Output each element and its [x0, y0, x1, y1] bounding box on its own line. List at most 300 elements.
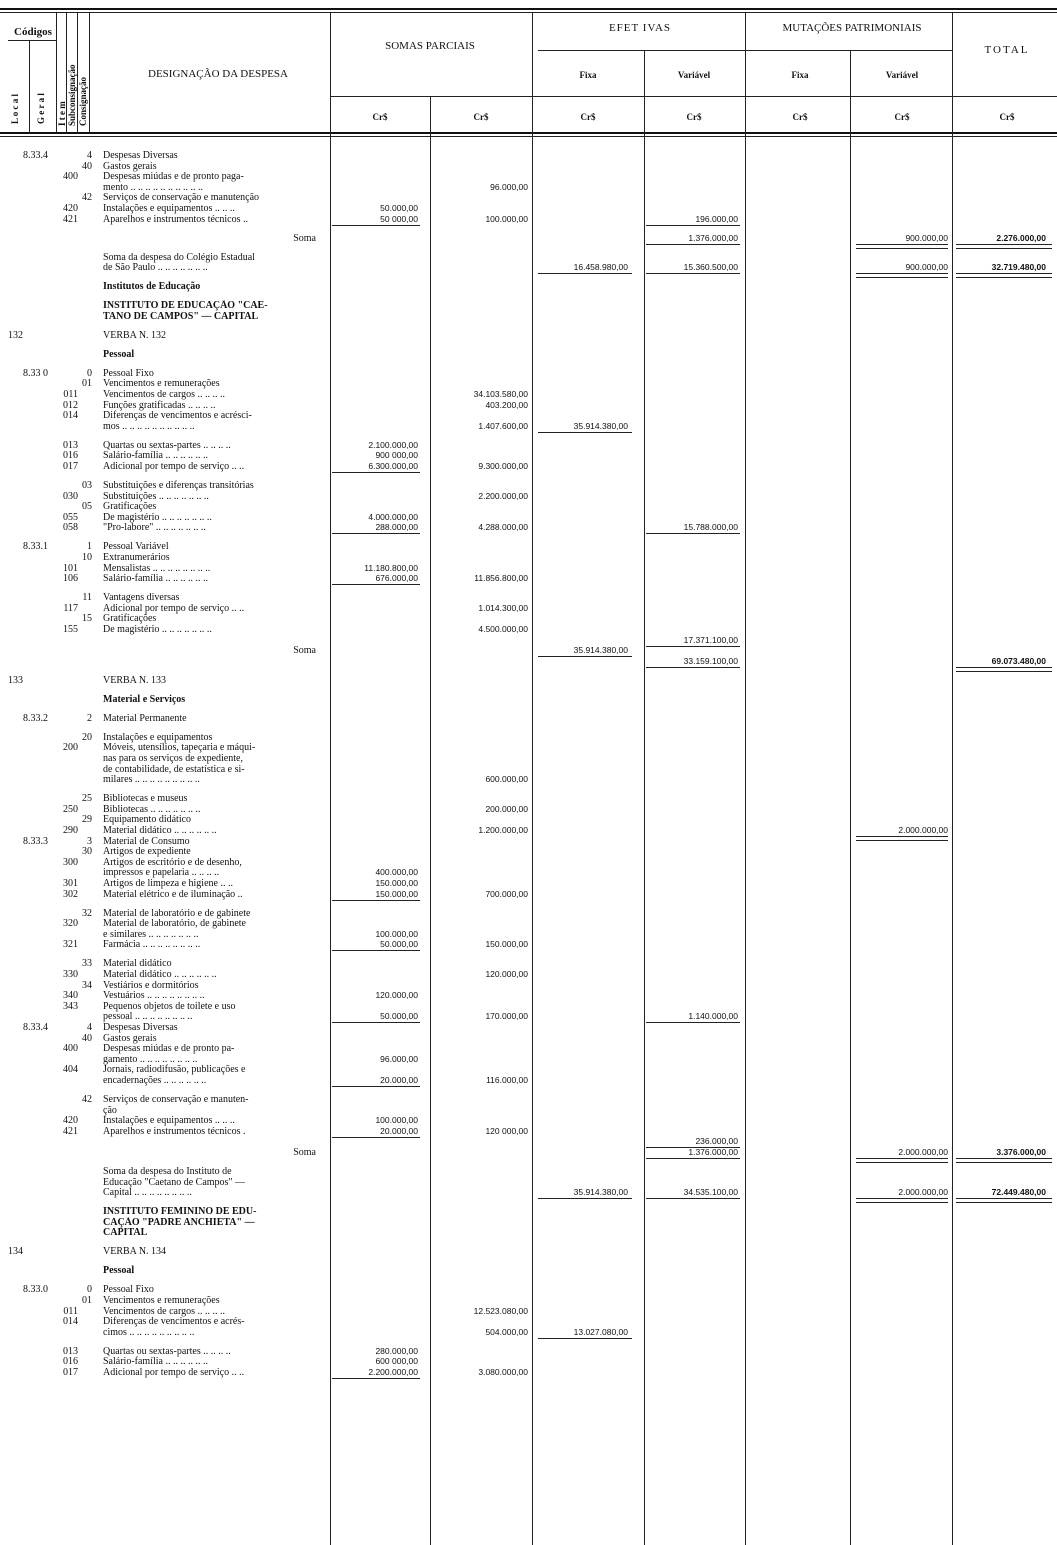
consignacao-code: 40: [82, 1032, 92, 1044]
table-row: [0, 603, 1057, 614]
table-row: [0, 1136, 1057, 1147]
total-rule: [646, 667, 740, 668]
description: nas para os serviços de expediente,: [103, 753, 243, 764]
soma-label: Soma: [293, 645, 316, 657]
description: Gratificações: [103, 613, 157, 625]
table-row: [0, 753, 1057, 764]
amount-s1: 50 000,00: [380, 213, 418, 224]
table-row: [0, 349, 1057, 360]
total-rule: [646, 1158, 740, 1159]
table-row: [0, 774, 1057, 785]
total-rule: [538, 432, 632, 433]
table-row: [0, 252, 1057, 263]
subtotal-rule: [332, 900, 420, 901]
table-row: [0, 389, 1057, 400]
table-row: [0, 541, 1057, 552]
header-bottom-rule-thin: [0, 136, 1057, 137]
table-row: [0, 1327, 1057, 1338]
description: Bibliotecas e museus: [103, 793, 188, 805]
table-row: [0, 378, 1057, 389]
table-row: [0, 330, 1057, 341]
table-row: [0, 624, 1057, 635]
header-currency-2: Cr$: [473, 112, 489, 122]
consignacao-code: 2: [87, 712, 92, 724]
description: Vencimentos e remunerações: [103, 1295, 220, 1306]
subconsignacao-code: 106: [63, 573, 78, 585]
header-currency-3: Cr$: [580, 112, 596, 122]
description: Mensalistas .. .. .. .. .. .. .. ..: [103, 562, 211, 574]
table-row: [0, 501, 1057, 512]
table-row: [0, 1265, 1057, 1276]
amount-s2: 9.300.000,00: [478, 461, 528, 471]
amount-s1: 50.000,00: [380, 203, 418, 213]
table-row: [0, 793, 1057, 804]
subconsignacao-code: 320: [63, 918, 78, 930]
consignacao-code: 20: [82, 731, 92, 743]
subconsignacao-code: 301: [63, 878, 78, 889]
description: Quartas ou sextas-partes .. .. .. ..: [103, 1345, 231, 1357]
table-row: [0, 675, 1057, 686]
subconsignacao-code: 404: [63, 1064, 78, 1076]
description: Substituições .. .. .. .. .. .. ..: [103, 490, 209, 502]
description: Material didático .. .. .. .. .. ..: [103, 825, 217, 836]
table-row: [0, 878, 1057, 889]
subconsignacao-code: 300: [63, 856, 78, 868]
table-row: [0, 522, 1057, 533]
header-variavel-efetivas: Variável: [677, 70, 711, 80]
subconsignacao-code: 400: [63, 171, 78, 183]
table-row: [0, 1206, 1057, 1217]
description: Material de laboratório, de gabinete: [103, 918, 246, 930]
header-efetivas: EFET IVAS: [608, 22, 672, 34]
description: Vantagens diversas: [103, 592, 180, 604]
local-code: 8.33.2: [23, 712, 48, 724]
subconsignacao-code: 014: [63, 410, 78, 422]
total-rule: [956, 667, 1052, 672]
amount-s1: 50.000,00: [380, 1011, 418, 1022]
consignacao-code: 01: [82, 1295, 92, 1306]
consignacao-code: 15: [82, 613, 92, 625]
vrule-sub: [77, 12, 78, 132]
table-row: [0, 1227, 1057, 1238]
subconsignacao-code: 330: [63, 969, 78, 980]
amount-s2: 120.000,00: [485, 969, 528, 979]
total-rule: [646, 273, 740, 274]
description: Salário-família .. .. .. .. .. ..: [103, 1356, 208, 1368]
subconsignacao-code: 055: [63, 511, 78, 523]
subconsignacao-code: 014: [63, 1316, 78, 1328]
consignacao-code: 10: [82, 552, 92, 563]
amount-s1: 280.000,00: [375, 1345, 418, 1356]
amount-s1: 96.000,00: [380, 1053, 418, 1064]
description: Quartas ou sextas-partes .. .. .. ..: [103, 439, 231, 451]
table-row: [0, 563, 1057, 574]
table-row: [0, 1105, 1057, 1116]
consignacao-code: 42: [82, 192, 92, 204]
amount-s1: 20.000,00: [380, 1125, 418, 1136]
description: de contabilidade, de estatística e si-: [103, 763, 245, 775]
table-row: [0, 233, 1057, 244]
amount-s1: 6.300.000,00: [368, 461, 418, 471]
description: CAPITAL: [103, 1227, 148, 1239]
table-row: [0, 203, 1057, 214]
top-rule: [0, 8, 1057, 10]
table-row: [0, 573, 1057, 584]
table-row: [0, 192, 1057, 203]
table-row: [0, 814, 1057, 825]
subconsignacao-code: 250: [63, 803, 78, 815]
subtotal-rule: [332, 225, 420, 226]
table-row: [0, 857, 1057, 868]
subconsignacao-code: 011: [63, 389, 78, 400]
amount-s2: 120 000,00: [485, 1125, 528, 1136]
description: VERBA N. 134: [103, 1246, 167, 1258]
amount-s2: 3.080.000,00: [478, 1367, 528, 1377]
amount-s2: 600.000,00: [485, 774, 528, 785]
total-rule: [956, 244, 1052, 249]
description: Vencimentos de cargos .. .. .. ..: [103, 389, 226, 400]
subtotal-rule: [332, 584, 420, 585]
subtotal-rule: [332, 472, 420, 473]
table-row: [0, 281, 1057, 292]
local-code: 8.33.3: [23, 835, 48, 847]
header-rule-codigos: [8, 40, 56, 41]
description: CAÇÃO "PADRE ANCHIETA" —: [103, 1216, 255, 1228]
amount-ef: 35.914.380,00: [573, 645, 628, 656]
header-currency-7: Cr$: [999, 112, 1015, 122]
table-row: [0, 958, 1057, 969]
subconsignacao-code: 421: [63, 1125, 78, 1137]
table-row: [0, 990, 1057, 1001]
amount-s1: 900 000,00: [375, 450, 418, 461]
table-row: [0, 440, 1057, 451]
description: Institutos de Educação: [103, 281, 201, 293]
subconsignacao-code: 343: [63, 1000, 78, 1012]
table-row: [0, 1054, 1057, 1065]
table-row: [0, 908, 1057, 919]
table-row: [0, 742, 1057, 753]
consignacao-code: 42: [82, 1094, 92, 1105]
description: Pessoal: [103, 348, 135, 360]
amount-s1: 120.000,00: [375, 990, 418, 1001]
description: De magistério .. .. .. .. .. .. ..: [103, 511, 212, 523]
amount-mv: 900.000,00: [905, 232, 948, 243]
table-row: [0, 1033, 1057, 1044]
amount-ev: 1.376.000,00: [688, 232, 738, 243]
total-rule: [856, 273, 948, 278]
description: VERBA N. 133: [103, 674, 167, 686]
subtotal-rule: [332, 1086, 420, 1087]
table-row: [0, 311, 1057, 322]
subconsignacao-code: 016: [63, 450, 78, 462]
header-currency-1: Cr$: [372, 112, 388, 122]
header-codigos: Códigos: [14, 26, 52, 38]
header-variavel-mutacoes: Variável: [885, 70, 919, 80]
table-row: [0, 450, 1057, 461]
amount-s2: 700.000,00: [485, 888, 528, 899]
consignacao-code: 30: [82, 846, 92, 858]
table-row: [0, 1043, 1057, 1054]
local-code: 8.33.0: [23, 1284, 48, 1296]
description: Serviços de conservação e manuten-: [103, 1094, 249, 1105]
description: Pessoal Fixo: [103, 367, 154, 379]
consignacao-code: 32: [82, 907, 92, 919]
table-row: [0, 368, 1057, 379]
table-row: [0, 939, 1057, 950]
header-currency-5: Cr$: [792, 112, 808, 122]
description: Material e Serviços: [103, 693, 186, 705]
subtotal-rule: [332, 533, 420, 534]
total-rule: [646, 225, 740, 226]
verba-code: 134: [8, 1246, 23, 1258]
table-row: [0, 262, 1057, 273]
amount-mv: 2.000.000,00: [898, 825, 948, 835]
description: Extranumerários: [103, 552, 170, 563]
amount-ef: 13.027.080,00: [573, 1326, 628, 1337]
description: Adicional por tempo de serviço .. ..: [103, 461, 245, 472]
description: Soma da despesa do Instituto de: [103, 1166, 232, 1177]
consignacao-code: 4: [87, 150, 92, 161]
description: impressos e papelaria .. .. .. ..: [103, 867, 220, 879]
description: Despesas miúdas e de pronto pa-: [103, 1043, 235, 1055]
description: Material didático: [103, 958, 172, 970]
description: Adicional por tempo de serviço .. ..: [103, 602, 245, 614]
local-code: 8.33.4: [23, 150, 48, 161]
table-row: [0, 732, 1057, 743]
table-row: [0, 421, 1057, 432]
header-subconsignacao: Subconsignação: [67, 64, 77, 126]
table-row: [0, 171, 1057, 182]
header-local: L o c a l: [10, 93, 20, 124]
description: Gratificações: [103, 501, 157, 513]
description: mos .. .. .. .. .. .. .. .. .. ..: [103, 420, 195, 432]
amount-mv: 2.000.000,00: [898, 1187, 948, 1198]
subconsignacao-code: 013: [63, 1345, 78, 1357]
description: Instalações e equipamentos .. .. ..: [103, 1115, 235, 1127]
amount-ev: 15.360.500,00: [683, 262, 738, 273]
amount-s1: 2.100.000,00: [368, 439, 418, 450]
amount-t: 32.719.480,00: [991, 262, 1046, 273]
description: encadernações .. .. .. .. .. ..: [103, 1075, 207, 1086]
description: Aparelhos e instrumentos técnicos ..: [103, 213, 248, 225]
table-row: [0, 214, 1057, 225]
amount-s2: 4.500.000,00: [478, 624, 528, 634]
table-row: [0, 400, 1057, 411]
header-currency-4: Cr$: [686, 112, 702, 122]
amount-s1: 11.180.800,00: [364, 562, 418, 573]
header-mutacoes: MUTAÇÕES PATRIMONIAIS: [782, 22, 922, 34]
amount-ev: 1.140.000,00: [688, 1011, 738, 1022]
table-row: [0, 161, 1057, 172]
amount-s1: 150.000,00: [375, 888, 418, 899]
table-row: [0, 1094, 1057, 1105]
table-row: [0, 1115, 1057, 1126]
description: VERBA N. 132: [103, 329, 167, 341]
table-row: [0, 1346, 1057, 1357]
description: Móveis, utensílios, tapeçaria e máqui-: [103, 742, 256, 754]
subconsignacao-code: 016: [63, 1356, 78, 1368]
amount-s2: 1.200.000,00: [478, 825, 528, 835]
amount-ev: 17.371.100,00: [683, 634, 738, 645]
description: Adicional por tempo de serviço .. ..: [103, 1367, 245, 1378]
amount-s1: 20.000,00: [380, 1075, 418, 1085]
description: ção: [103, 1104, 117, 1116]
description: Vencimentos e remunerações: [103, 378, 220, 390]
amount-s1: 400.000,00: [375, 867, 418, 878]
amount-s2: 116.000,00: [486, 1075, 528, 1085]
description: cimos .. .. .. .. .. .. .. .. ..: [103, 1326, 195, 1338]
subconsignacao-code: 017: [63, 461, 78, 472]
amount-s1: 676.000,00: [375, 573, 418, 584]
total-rule: [538, 273, 632, 274]
table-row: [0, 1295, 1057, 1306]
table-row: [0, 825, 1057, 836]
header-total: TOTAL: [984, 44, 1030, 56]
table-row: [0, 1316, 1057, 1327]
description: Artigos de expediente: [103, 846, 191, 858]
table-row: [0, 592, 1057, 603]
header-designacao: DESIGNAÇÃO DA DESPESA: [148, 68, 288, 80]
consignacao-code: 05: [82, 501, 92, 513]
description: Instalações e equipamentos: [103, 731, 213, 743]
amount-s2: 1.407.600,00: [478, 420, 528, 431]
verba-code: 133: [8, 674, 23, 686]
description: Diferenças de vencimentos e acrésci-: [103, 410, 252, 422]
description: Pessoal Variável: [103, 541, 169, 553]
description: Aparelhos e instrumentos técnicos .: [103, 1125, 246, 1137]
subconsignacao-code: 420: [63, 203, 78, 214]
description: Pessoal Fixo: [103, 1284, 154, 1296]
soma-label: Soma: [293, 1147, 316, 1158]
table-row: [0, 480, 1057, 491]
description: Gastos gerais: [103, 1032, 157, 1044]
description: mento .. .. .. .. .. .. .. .. .. ..: [103, 181, 203, 193]
total-rule: [856, 244, 948, 249]
description: Despesas Diversas: [103, 1022, 178, 1033]
table-row: [0, 918, 1057, 929]
amount-s2: 12.523.080,00: [473, 1305, 528, 1316]
table-row: [0, 635, 1057, 646]
description: Soma da despesa do Colégio Estadual: [103, 251, 255, 263]
description: Vestiários e dormitórios: [103, 979, 199, 991]
table-row: [0, 1166, 1057, 1177]
subconsignacao-code: 030: [63, 490, 78, 502]
table-row: [0, 461, 1057, 472]
amount-ev: 33.159.100,00: [683, 655, 738, 666]
total-rule: [956, 1198, 1052, 1203]
amount-s2: 11.856.800,00: [474, 573, 528, 584]
table-row: [0, 1187, 1057, 1198]
subtotal-rule: [332, 950, 420, 951]
description: Substituições e diferenças transitórias: [103, 480, 254, 491]
description: Salário-família .. .. .. .. .. ..: [103, 573, 208, 585]
description: Artigos de escritório e de desenho,: [103, 856, 242, 868]
table-row: [0, 764, 1057, 775]
vrule-geral: [56, 12, 57, 132]
header-rule-currency: [330, 96, 1057, 97]
subconsignacao-code: 400: [63, 1043, 78, 1055]
amount-ev: 236.000,00: [695, 1136, 738, 1147]
total-rule: [646, 1198, 740, 1199]
table-row: [0, 613, 1057, 624]
table-row: [0, 1001, 1057, 1012]
total-rule: [646, 533, 740, 534]
table-row: [0, 694, 1057, 705]
soma-label: Soma: [293, 232, 316, 244]
subconsignacao-code: 340: [63, 990, 78, 1002]
description: Instalações e equipamentos .. .. ..: [103, 203, 235, 214]
amount-ef: 16.458.980,00: [573, 262, 628, 273]
amount-ev: 15.788.000,00: [683, 522, 738, 533]
header-fixa-efetivas: Fixa: [579, 70, 597, 80]
table-row: [0, 1356, 1057, 1367]
subconsignacao-code: 302: [63, 888, 78, 900]
amount-s2: 100.000,00: [485, 213, 528, 224]
table-row: [0, 1306, 1057, 1317]
consignacao-code: 34: [82, 979, 92, 991]
description: Equipamento didático: [103, 814, 192, 826]
total-rule: [538, 1198, 632, 1199]
amount-s2: 96.000,00: [490, 181, 528, 192]
vrule-item: [66, 12, 67, 132]
amount-ev: 34.535.100,00: [683, 1187, 738, 1198]
amount-s2: 2.200.000,00: [478, 490, 528, 501]
subconsignacao-code: 117: [63, 602, 78, 614]
amount-s1: 150.000,00: [375, 878, 418, 888]
table-row: [0, 1177, 1057, 1188]
description: Vencimentos de cargos .. .. .. ..: [103, 1305, 226, 1317]
description: TANO DE CAMPOS" — CAPITAL: [103, 310, 259, 322]
table-row: [0, 836, 1057, 847]
description: Diferenças de vencimentos e acrés-: [103, 1316, 245, 1328]
description: Bibliotecas .. .. .. .. .. .. ..: [103, 803, 201, 815]
table-row: [0, 846, 1057, 857]
amount-s1: 100.000,00: [375, 1115, 418, 1126]
table-row: [0, 656, 1057, 667]
subconsignacao-code: 101: [63, 562, 78, 574]
description: gamento .. .. .. .. .. .. .. ..: [103, 1053, 198, 1065]
description: Material Permanente: [103, 712, 187, 724]
subconsignacao-code: 058: [63, 522, 78, 534]
description: Material didático .. .. .. .. .. ..: [103, 969, 217, 980]
description: Material de Consumo: [103, 835, 190, 847]
consignacao-code: 4: [87, 1022, 92, 1033]
local-code: 8.33 0: [23, 367, 48, 379]
table-row: [0, 1367, 1057, 1378]
subconsignacao-code: 421: [63, 213, 78, 225]
amount-s2: 4.288.000,00: [478, 522, 528, 533]
total-rule: [856, 1158, 948, 1163]
description: e similares .. .. .. .. .. .. ..: [103, 928, 199, 940]
consignacao-code: 03: [82, 480, 92, 491]
description: Capital .. .. .. .. .. .. .. ..: [103, 1187, 192, 1199]
description: Material elétrico e de iluminação ..: [103, 888, 243, 900]
consignacao-code: 11: [82, 592, 92, 604]
table-row: [0, 552, 1057, 563]
consignacao-code: 0: [87, 1284, 92, 1296]
header-somas-parciais: SOMAS PARCIAIS: [385, 40, 475, 52]
subconsignacao-code: 013: [63, 439, 78, 451]
amount-s2: 1.014.300,00: [478, 602, 528, 613]
table-row: [0, 1246, 1057, 1257]
table-row: [0, 1064, 1057, 1075]
amount-s1: 288.000,00: [375, 522, 418, 533]
table-row: [0, 410, 1057, 421]
table-row: [0, 1022, 1057, 1033]
table-row: [0, 867, 1057, 878]
amount-ef: 35.914.380,00: [573, 420, 628, 431]
description: Farmácia .. .. .. .. .. .. .. ..: [103, 939, 201, 951]
